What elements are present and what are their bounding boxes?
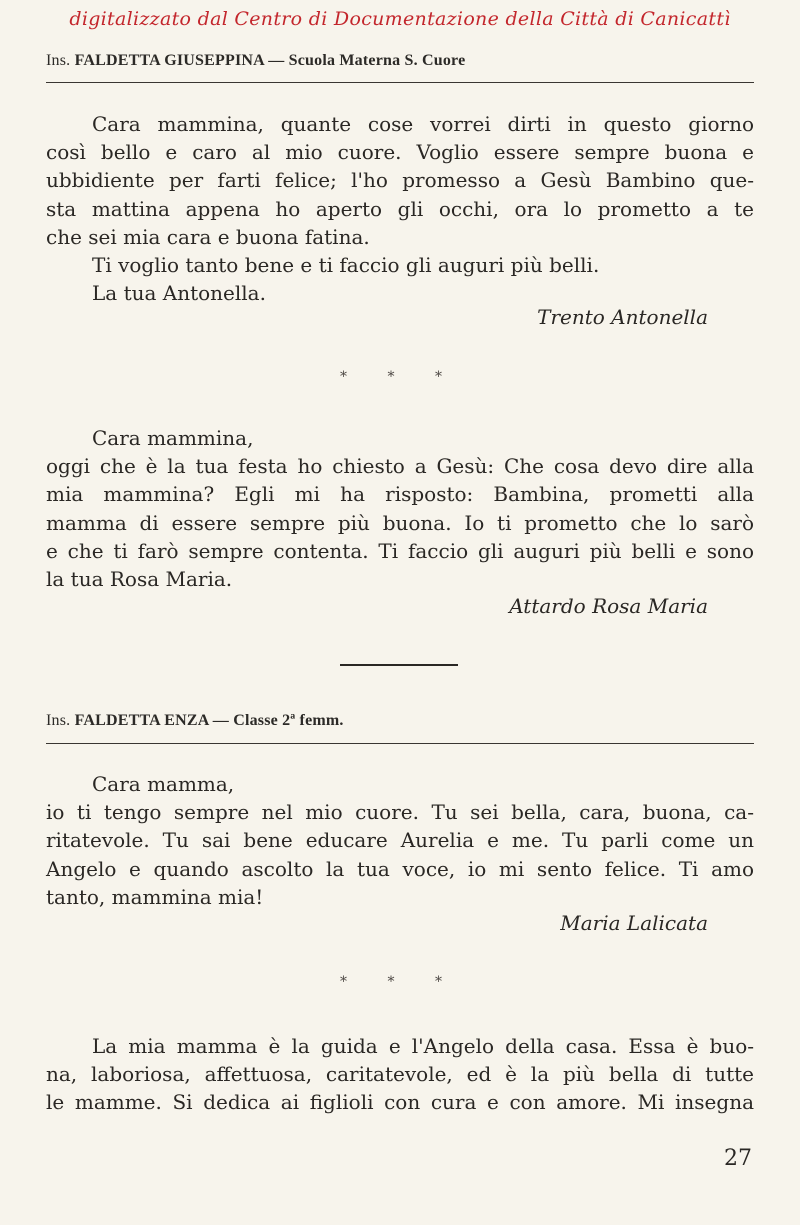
header-rule-2 (46, 743, 754, 744)
header-rule-1 (46, 82, 754, 83)
letter-trento-antonella (46, 110, 754, 307)
signature: Attardo Rosa Maria (509, 594, 708, 618)
section-header-2 (46, 712, 752, 730)
text-line: ritatevole. Tu sai bene educare Aurelia e me. Tu parli come un (46, 828, 754, 853)
text-line: La mia mamma è la guida e l'Angelo della casa. Essa è buo- (92, 1034, 754, 1058)
section-separator-stars: * * * (340, 369, 460, 385)
text-line: mia mammina? Egli mi ha risposto: Bambina, prometti alla (46, 482, 754, 507)
section-divider (340, 664, 458, 666)
signature: Maria Lalicata (560, 911, 708, 935)
text-line: che sei mia cara e buona fatina. (46, 224, 370, 249)
signature: Trento Antonella (537, 305, 708, 329)
text-line: ubbidiente per farti felice; l'ho promesso a Gesù Bambino que- (46, 168, 754, 193)
text-line: La tua Antonella. (92, 281, 266, 306)
page-number: 27 (724, 1146, 752, 1171)
text-line: le mamme. Si dedica ai figlioli con cura e con amore. Mi insegna (46, 1090, 754, 1115)
header-prefix: Ins. (46, 712, 71, 729)
header-text: FALDETTA ENZA — Classe 2ª femm. (74, 712, 344, 729)
text-line: Ti voglio tanto bene e ti faccio gli auguri più belli. (92, 253, 600, 278)
section-header-1 (46, 52, 752, 70)
text-line: la tua Rosa Maria. (46, 567, 233, 592)
letter-mia-mamma (46, 1032, 754, 1117)
text-line: Angelo e quando ascolto la tua voce, io mi sento felice. Ti amo (46, 856, 754, 881)
text-line: così bello e caro al mio cuore. Voglio essere sempre buona e (46, 140, 754, 165)
header-text: FALDETTA GIUSEPPINA — Scuola Materna S. Cuore (74, 52, 466, 69)
text-line: sta mattina appena ho aperto gli occhi, ora lo prometto a te (46, 196, 754, 221)
text-line: oggi che è la tua festa ho chiesto a Gesù: Che cosa devo dire alla (46, 454, 754, 479)
text-line: tanto, mammina mia! (46, 884, 264, 909)
letter-attardo-rosa-maria (46, 424, 754, 593)
text-line: Cara mammina, quante cose vorrei dirti in questo giorno (92, 112, 754, 136)
text-line: mamma di essere sempre più buona. Io ti prometto che lo sarò (46, 510, 754, 535)
header-prefix: Ins. (46, 52, 71, 69)
text-line: io ti tengo sempre nel mio cuore. Tu sei bella, cara, buona, ca- (46, 800, 754, 825)
text-line: Cara mamma, (92, 772, 235, 796)
text-line: e che ti farò sempre contenta. Ti faccio gli auguri più belli e sono (46, 538, 754, 563)
digitization-watermark: digitalizzato dal Centro di Documentazione della Città di Canicattì (69, 8, 731, 30)
section-separator-stars: * * * (340, 974, 460, 990)
letter-maria-lalicata (46, 770, 754, 911)
text-line: Cara mammina, (92, 426, 254, 450)
text-line: na, laboriosa, affettuosa, caritatevole, ed è la più bella di tutte (46, 1062, 754, 1087)
